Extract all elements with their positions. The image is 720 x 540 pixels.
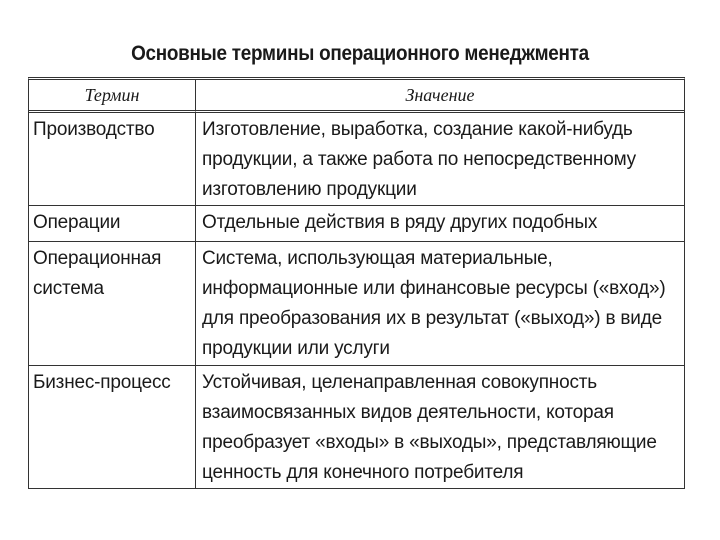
term-cell: Операции xyxy=(29,205,196,241)
page-title: Основные термины операционного менеджмента xyxy=(131,42,589,65)
terms-table xyxy=(28,77,685,489)
table-row xyxy=(29,365,684,488)
meaning-cell: Отдельные действия в ряду других подобных xyxy=(196,205,684,241)
term-cell: Производство xyxy=(29,113,196,205)
term-cell: Бизнес-процесс xyxy=(29,365,196,488)
table-row xyxy=(29,241,684,365)
table-header-row xyxy=(29,80,684,113)
column-header-term: Термин xyxy=(29,80,196,113)
table-row xyxy=(29,205,684,241)
column-header-meaning: Значение xyxy=(196,80,684,113)
meaning-cell: Система, использующая материальные, информационные или финансовые ресурсы («вход») для преобразования их в результат («выход») в виде продукции или услуги xyxy=(196,241,684,365)
table-row xyxy=(29,113,684,205)
term-cell: Операционная система xyxy=(29,241,196,365)
meaning-cell: Устойчивая, целенаправленная совокупность взаимосвязанных видов деятельности, которая преобразует «входы» в «выходы», представляющие ценность для конечного потребителя xyxy=(196,365,684,488)
meaning-cell: Изготовление, выработка, создание какой-нибудь продукции, а также работа по непосредственному изготовлению продукции xyxy=(202,119,636,200)
